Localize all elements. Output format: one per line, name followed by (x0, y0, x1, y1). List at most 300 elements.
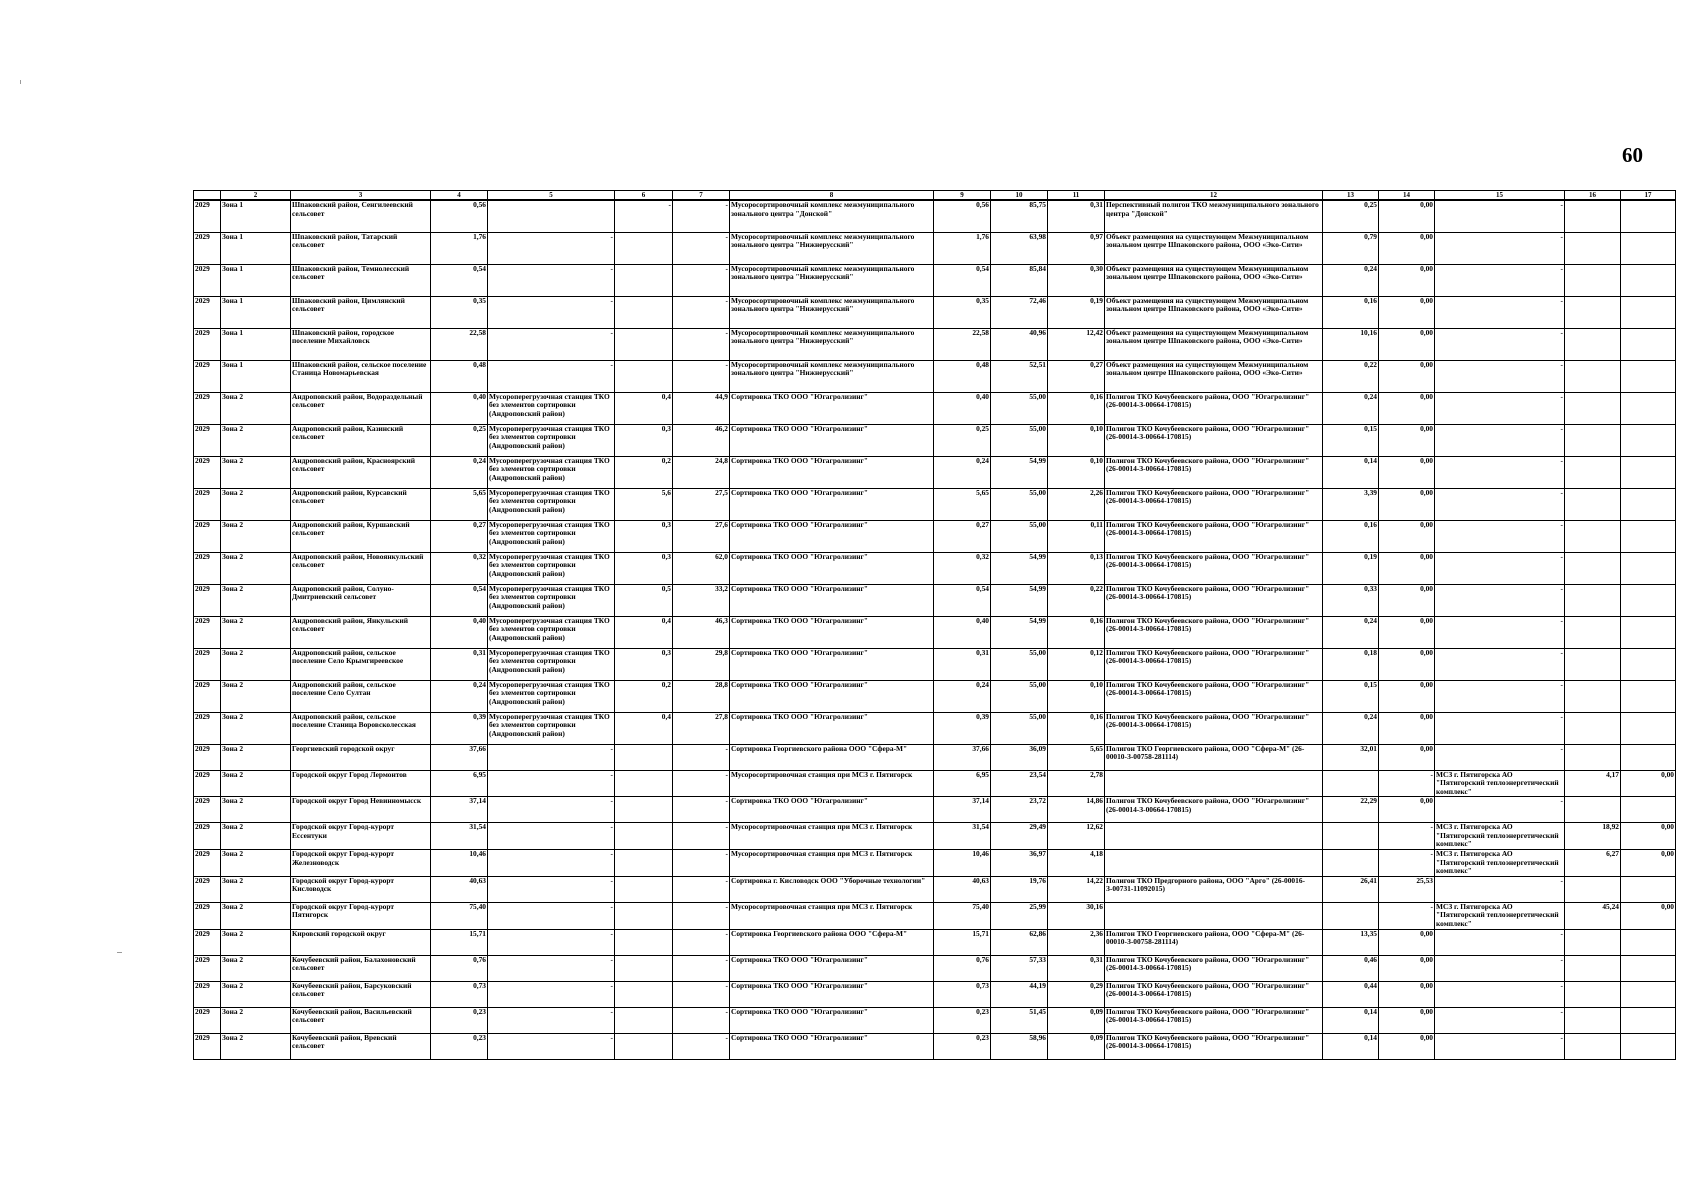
table-cell-col-12: Перспективный полигон ТКО межмуниципального зонального центра "Донской" (1105, 200, 1323, 232)
table-cell-col-16 (1565, 328, 1621, 360)
table-cell-col-2: Зона 2 (221, 797, 291, 823)
table-cell-col-4: 0,27 (431, 520, 488, 552)
table-cell-col-15: - (1435, 1007, 1565, 1033)
table-cell-col-13: 26,41 (1323, 876, 1379, 902)
table-row (194, 902, 1676, 929)
table-cell-col-8: Сортировка ТКО ООО "Югагролизинг" (730, 616, 934, 648)
table-cell-col-3: Городской округ Город-курорт Кисловодск (291, 876, 431, 902)
table-cell-col-14: 0,00 (1379, 424, 1435, 456)
table-cell-col-3: Городской округ Город-курорт Ессентуки (291, 823, 431, 850)
table-cell-col-10: 55,00 (991, 648, 1048, 680)
table-cell-col-6 (615, 929, 673, 955)
table-cell-col-7: - (673, 902, 730, 929)
table-cell-col-7: - (673, 955, 730, 981)
table-cell-col-10: 52,51 (991, 360, 1048, 392)
table-cell-col-11: 0,10 (1048, 424, 1105, 456)
table-row (194, 797, 1676, 823)
table-cell-col-1: 2029 (194, 360, 221, 392)
table-cell-col-4: 0,40 (431, 616, 488, 648)
table-row (194, 929, 1676, 955)
table-cell-col-4: 40,63 (431, 876, 488, 902)
table-cell-col-17: 0,00 (1621, 902, 1676, 929)
table-cell-col-1: 2029 (194, 823, 221, 850)
table-row (194, 520, 1676, 552)
table-cell-col-9: 1,76 (934, 232, 991, 264)
table-cell-col-12: Полигон ТКО Предгорного района, ООО "Арго" (26-00016-З-00731-11092015) (1105, 876, 1323, 902)
table-cell-col-10: 85,84 (991, 264, 1048, 296)
column-number-10: 10 (991, 191, 1048, 201)
table-cell-col-4: 0,48 (431, 360, 488, 392)
table-cell-col-1: 2029 (194, 1033, 221, 1059)
table-cell-col-14: 0,00 (1379, 296, 1435, 328)
table-cell-col-14: 0,00 (1379, 488, 1435, 520)
table-cell-col-5: - (488, 770, 615, 797)
table-row (194, 680, 1676, 712)
table-cell-col-5: - (488, 981, 615, 1007)
table-cell-col-6: 5,6 (615, 488, 673, 520)
table-cell-col-12: Полигон ТКО Кочубеевского района, ООО "Югагролизинг" (26-00014-З-00664-170815) (1105, 552, 1323, 584)
table-cell-col-8: Мусоросортировочный комплекс межмуниципального зонального центра "Нижнерусский" (730, 264, 934, 296)
table-cell-col-1: 2029 (194, 296, 221, 328)
table-cell-col-1: 2029 (194, 929, 221, 955)
scan-speck (117, 952, 122, 953)
page-number: 60 (1622, 143, 1643, 167)
table-cell-col-5: Мусороперегрузочная станция ТКО без элементов сортировки (Андроповский район) (488, 680, 615, 712)
table-cell-col-8: Сортировка Георгиевского района ООО "Сфера-М" (730, 744, 934, 770)
table-cell-col-6: 0,4 (615, 616, 673, 648)
table-cell-col-1: 2029 (194, 424, 221, 456)
table-cell-col-12: Полигон ТКО Кочубеевского района, ООО "Югагролизинг" (26-00014-З-00664-170815) (1105, 456, 1323, 488)
table-cell-col-7: - (673, 823, 730, 850)
table-cell-col-1: 2029 (194, 392, 221, 424)
table-cell-col-16 (1565, 520, 1621, 552)
table-cell-col-11: 30,16 (1048, 902, 1105, 929)
table-cell-col-8: Сортировка ТКО ООО "Югагролизинг" (730, 392, 934, 424)
table-cell-col-6 (615, 232, 673, 264)
table-cell-col-16 (1565, 648, 1621, 680)
table-cell-col-10: 44,19 (991, 981, 1048, 1007)
table-cell-col-5: - (488, 902, 615, 929)
table-cell-col-10: 29,49 (991, 823, 1048, 850)
table-cell-col-10: 51,45 (991, 1007, 1048, 1033)
table-row (194, 200, 1676, 232)
table-cell-col-13 (1323, 850, 1379, 877)
table-cell-col-17 (1621, 392, 1676, 424)
table-cell-col-8: Сортировка ТКО ООО "Югагролизинг" (730, 648, 934, 680)
table-cell-col-11: 12,42 (1048, 328, 1105, 360)
table-row (194, 744, 1676, 770)
table-cell-col-8: Мусоросортировочная станция при МСЗ г. Пятигорск (730, 823, 934, 850)
table-cell-col-5: Мусороперегрузочная станция ТКО без элементов сортировки (Андроповский район) (488, 392, 615, 424)
table-cell-col-6: 0,4 (615, 712, 673, 744)
table-cell-col-14: 0,00 (1379, 232, 1435, 264)
table-cell-col-6 (615, 955, 673, 981)
table-cell-col-14: 0,00 (1379, 744, 1435, 770)
table-cell-col-6: 0,3 (615, 520, 673, 552)
table-cell-col-8: Сортировка ТКО ООО "Югагролизинг" (730, 680, 934, 712)
table-cell-col-15: - (1435, 648, 1565, 680)
table-cell-col-5: Мусороперегрузочная станция ТКО без элементов сортировки (Андроповский район) (488, 648, 615, 680)
table-cell-col-15: - (1435, 328, 1565, 360)
table-cell-col-14: 0,00 (1379, 584, 1435, 616)
table-cell-col-17 (1621, 456, 1676, 488)
table-cell-col-16 (1565, 680, 1621, 712)
table-cell-col-14: 0,00 (1379, 520, 1435, 552)
table-cell-col-9: 37,14 (934, 797, 991, 823)
table-cell-col-13 (1323, 902, 1379, 929)
table-cell-col-8: Мусоросортировочный комплекс межмуниципального зонального центра "Нижнерусский" (730, 296, 934, 328)
table-cell-col-1: 2029 (194, 456, 221, 488)
table-cell-col-3: Кировский городской округ (291, 929, 431, 955)
table-cell-col-7: - (673, 876, 730, 902)
table-cell-col-14: 0,00 (1379, 360, 1435, 392)
table-cell-col-3: Шпаковский район, Татарский сельсовет (291, 232, 431, 264)
table-cell-col-4: 0,40 (431, 392, 488, 424)
table-cell-col-11: 0,12 (1048, 648, 1105, 680)
table-cell-col-2: Зона 2 (221, 648, 291, 680)
table-cell-col-10: 58,96 (991, 1033, 1048, 1059)
table-cell-col-14: 0,00 (1379, 981, 1435, 1007)
table-cell-col-1: 2029 (194, 584, 221, 616)
table-cell-col-10: 55,00 (991, 520, 1048, 552)
table-cell-col-15: - (1435, 616, 1565, 648)
table-cell-col-12: Объект размещения на существующем Межмуниципальном зональном центре Шпаковского района, ООО «Эко-Сити» (1105, 296, 1323, 328)
table-cell-col-13: 0,14 (1323, 1007, 1379, 1033)
table-cell-col-13: 0,33 (1323, 584, 1379, 616)
table-cell-col-4: 0,54 (431, 584, 488, 616)
table-cell-col-11: 0,97 (1048, 232, 1105, 264)
table-cell-col-5: - (488, 328, 615, 360)
table-cell-col-17 (1621, 200, 1676, 232)
table-cell-col-2: Зона 2 (221, 1033, 291, 1059)
table-cell-col-2: Зона 2 (221, 584, 291, 616)
table-row (194, 981, 1676, 1007)
table-cell-col-8: Сортировка ТКО ООО "Югагролизинг" (730, 797, 934, 823)
table-cell-col-1: 2029 (194, 520, 221, 552)
table-cell-col-12 (1105, 902, 1323, 929)
table-cell-col-13: 0,18 (1323, 648, 1379, 680)
column-number-4: 4 (431, 191, 488, 201)
table-cell-col-8: Мусоросортировочный комплекс межмуниципального зонального центра "Нижнерусский" (730, 360, 934, 392)
table-cell-col-3: Шпаковский район, городское поселение Михайловск (291, 328, 431, 360)
table-cell-col-12: Объект размещения на существующем Межмуниципальном зональном центре Шпаковского района, ООО «Эко-Сити» (1105, 264, 1323, 296)
table-cell-col-9: 0,54 (934, 584, 991, 616)
table-row (194, 876, 1676, 902)
table-cell-col-6: 0,2 (615, 680, 673, 712)
table-cell-col-6: 0,5 (615, 584, 673, 616)
table-cell-col-16 (1565, 264, 1621, 296)
table-cell-col-1: 2029 (194, 955, 221, 981)
table-cell-col-14: - (1379, 823, 1435, 850)
table-cell-col-1: 2029 (194, 680, 221, 712)
table-cell-col-17 (1621, 744, 1676, 770)
table-cell-col-14: 0,00 (1379, 456, 1435, 488)
table-row (194, 296, 1676, 328)
table-cell-col-14: - (1379, 850, 1435, 877)
table-cell-col-10: 57,33 (991, 955, 1048, 981)
table-cell-col-11: 14,22 (1048, 876, 1105, 902)
table-cell-col-11: 4,18 (1048, 850, 1105, 877)
column-number-16: 16 (1565, 191, 1621, 201)
waste-flow-table (193, 190, 1676, 1060)
table-cell-col-7: 27,5 (673, 488, 730, 520)
table-cell-col-9: 40,63 (934, 876, 991, 902)
table-cell-col-9: 0,23 (934, 1033, 991, 1059)
table-cell-col-16: 18,92 (1565, 823, 1621, 850)
table-cell-col-6 (615, 876, 673, 902)
table-cell-col-2: Зона 2 (221, 850, 291, 877)
table-cell-col-11: 0,22 (1048, 584, 1105, 616)
table-cell-col-8: Сортировка ТКО ООО "Югагролизинг" (730, 584, 934, 616)
table-cell-col-7: - (673, 797, 730, 823)
table-cell-col-1: 2029 (194, 616, 221, 648)
table-row (194, 1033, 1676, 1059)
table-cell-col-2: Зона 2 (221, 456, 291, 488)
table-cell-col-17 (1621, 360, 1676, 392)
table-row (194, 232, 1676, 264)
table-cell-col-3: Кочубеевский район, Васильевский сельсовет (291, 1007, 431, 1033)
table-cell-col-14: 0,00 (1379, 1033, 1435, 1059)
table-cell-col-3: Андроповский район, Куршавский сельсовет (291, 520, 431, 552)
table-cell-col-17 (1621, 680, 1676, 712)
table-cell-col-9: 31,54 (934, 823, 991, 850)
table-cell-col-11: 0,27 (1048, 360, 1105, 392)
table-cell-col-9: 0,23 (934, 1007, 991, 1033)
table-row (194, 648, 1676, 680)
table-cell-col-16 (1565, 360, 1621, 392)
table-cell-col-16 (1565, 552, 1621, 584)
table-cell-col-7: 62,0 (673, 552, 730, 584)
table-cell-col-4: 0,56 (431, 200, 488, 232)
table-cell-col-11: 0,09 (1048, 1007, 1105, 1033)
table-cell-col-15: МСЗ г. Пятигорска АО "Пятигорский теплоэнергетический комплекс" (1435, 770, 1565, 797)
table-cell-col-7: 28,8 (673, 680, 730, 712)
table-cell-col-4: 0,76 (431, 955, 488, 981)
table-cell-col-17: 0,00 (1621, 770, 1676, 797)
table-cell-col-10: 63,98 (991, 232, 1048, 264)
table-cell-col-14: 0,00 (1379, 648, 1435, 680)
table-cell-col-9: 22,58 (934, 328, 991, 360)
scan-speck (20, 80, 21, 84)
table-cell-col-16: 45,24 (1565, 902, 1621, 929)
table-cell-col-7: - (673, 328, 730, 360)
table-cell-col-10: 54,99 (991, 456, 1048, 488)
table-cell-col-6: - (615, 200, 673, 232)
table-cell-col-13: 0,24 (1323, 712, 1379, 744)
table-cell-col-15: - (1435, 200, 1565, 232)
table-cell-col-4: 0,23 (431, 1007, 488, 1033)
table-cell-col-8: Сортировка ТКО ООО "Югагролизинг" (730, 456, 934, 488)
table-cell-col-4: 0,73 (431, 981, 488, 1007)
table-cell-col-12: Полигон ТКО Кочубеевского района, ООО "Югагролизинг" (26-00014-З-00664-170815) (1105, 648, 1323, 680)
table-cell-col-10: 36,97 (991, 850, 1048, 877)
table-cell-col-6 (615, 360, 673, 392)
table-cell-col-3: Андроповский район, Красноярский сельсовет (291, 456, 431, 488)
table-cell-col-15: - (1435, 680, 1565, 712)
table-cell-col-1: 2029 (194, 328, 221, 360)
table-cell-col-12: Полигон ТКО Кочубеевского района, ООО "Югагролизинг" (26-00014-З-00664-170815) (1105, 392, 1323, 424)
table-cell-col-16 (1565, 584, 1621, 616)
table-cell-col-8: Сортировка ТКО ООО "Югагролизинг" (730, 981, 934, 1007)
table-cell-col-1: 2029 (194, 488, 221, 520)
table-cell-col-12: Полигон ТКО Кочубеевского района, ООО "Югагролизинг" (26-00014-З-00664-170815) (1105, 1033, 1323, 1059)
table-cell-col-9: 0,25 (934, 424, 991, 456)
table-row (194, 850, 1676, 877)
table-cell-col-17 (1621, 955, 1676, 981)
table-cell-col-3: Городской округ Город-курорт Пятигорск (291, 902, 431, 929)
table-cell-col-10: 54,99 (991, 552, 1048, 584)
table-cell-col-3: Андроповский район, Казинский сельсовет (291, 424, 431, 456)
table-cell-col-8: Мусоросортировочная станция при МСЗ г. Пятигорск (730, 902, 934, 929)
table-cell-col-12: Полигон ТКО Кочубеевского района, ООО "Югагролизинг" (26-00014-З-00664-170815) (1105, 1007, 1323, 1033)
table-cell-col-13: 0,15 (1323, 680, 1379, 712)
table-cell-col-7: 46,3 (673, 616, 730, 648)
table-cell-col-9: 0,27 (934, 520, 991, 552)
table-cell-col-3: Кочубеевский район, Барсуковский сельсовет (291, 981, 431, 1007)
table-row (194, 955, 1676, 981)
table-cell-col-16 (1565, 424, 1621, 456)
column-number-15: 15 (1435, 191, 1565, 201)
table-cell-col-11: 2,78 (1048, 770, 1105, 797)
table-cell-col-4: 0,54 (431, 264, 488, 296)
table-cell-col-1: 2029 (194, 232, 221, 264)
column-number-9: 9 (934, 191, 991, 201)
table-cell-col-13: 0,24 (1323, 616, 1379, 648)
table-cell-col-4: 0,31 (431, 648, 488, 680)
table-cell-col-14: - (1379, 770, 1435, 797)
table-cell-col-14: 0,00 (1379, 392, 1435, 424)
table-cell-col-9: 15,71 (934, 929, 991, 955)
table-cell-col-17 (1621, 424, 1676, 456)
table-cell-col-3: Андроповский район, сельское поселение Село Крымгиреевское (291, 648, 431, 680)
table-cell-col-3: Андроповский район, сельское поселение Станица Воровсколесская (291, 712, 431, 744)
table-cell-col-7: - (673, 360, 730, 392)
column-number-3: 3 (291, 191, 431, 201)
table-cell-col-15: - (1435, 296, 1565, 328)
table-cell-col-1: 2029 (194, 552, 221, 584)
table-cell-col-6 (615, 770, 673, 797)
table-cell-col-12: Полигон ТКО Кочубеевского района, ООО "Югагролизинг" (26-00014-З-00664-170815) (1105, 981, 1323, 1007)
table-cell-col-7: 46,2 (673, 424, 730, 456)
table-cell-col-16: 4,17 (1565, 770, 1621, 797)
table-cell-col-2: Зона 2 (221, 520, 291, 552)
table-row (194, 264, 1676, 296)
table-cell-col-17 (1621, 232, 1676, 264)
table-cell-col-5 (488, 200, 615, 232)
table-cell-col-16 (1565, 1007, 1621, 1033)
table-cell-col-10: 72,46 (991, 296, 1048, 328)
table-cell-col-11: 0,10 (1048, 680, 1105, 712)
table-cell-col-13: 0,22 (1323, 360, 1379, 392)
table-cell-col-5: - (488, 232, 615, 264)
table-cell-col-13: 3,39 (1323, 488, 1379, 520)
table-cell-col-8: Сортировка ТКО ООО "Югагролизинг" (730, 1033, 934, 1059)
table-cell-col-2: Зона 2 (221, 929, 291, 955)
table-cell-col-1: 2029 (194, 902, 221, 929)
table-cell-col-13: 0,16 (1323, 520, 1379, 552)
table-cell-col-6 (615, 902, 673, 929)
table-row (194, 616, 1676, 648)
table-cell-col-10: 36,09 (991, 744, 1048, 770)
table-cell-col-2: Зона 2 (221, 712, 291, 744)
table-cell-col-16 (1565, 955, 1621, 981)
table-cell-col-12: Полигон ТКО Георгиевского района, ООО "Сфера-М" (26-00010-З-00758-281114) (1105, 744, 1323, 770)
table-cell-col-3: Андроповский район, сельское поселение Село Султан (291, 680, 431, 712)
table-row (194, 712, 1676, 744)
table-cell-col-15: - (1435, 1033, 1565, 1059)
table-cell-col-12 (1105, 770, 1323, 797)
table-cell-col-4: 0,24 (431, 456, 488, 488)
table-cell-col-7: - (673, 296, 730, 328)
table-cell-col-12: Объект размещения на существующем Межмуниципальном зональном центре Шпаковского района, ООО «Эко-Сити» (1105, 328, 1323, 360)
table-cell-col-5: - (488, 876, 615, 902)
table-cell-col-15: - (1435, 232, 1565, 264)
table-cell-col-4: 0,23 (431, 1033, 488, 1059)
table-cell-col-9: 5,65 (934, 488, 991, 520)
table-cell-col-5: - (488, 929, 615, 955)
table-cell-col-13: 0,19 (1323, 552, 1379, 584)
table-cell-col-8: Сортировка ТКО ООО "Югагролизинг" (730, 1007, 934, 1033)
table-cell-col-6 (615, 264, 673, 296)
table-cell-col-7: 29,8 (673, 648, 730, 680)
table-cell-col-4: 0,39 (431, 712, 488, 744)
table-cell-col-5: Мусороперегрузочная станция ТКО без элементов сортировки (Андроповский район) (488, 616, 615, 648)
table-cell-col-5: Мусороперегрузочная станция ТКО без элементов сортировки (Андроповский район) (488, 584, 615, 616)
table-cell-col-12: Полигон ТКО Кочубеевского района, ООО "Югагролизинг" (26-00014-З-00664-170815) (1105, 955, 1323, 981)
table-cell-col-8: Сортировка ТКО ООО "Югагролизинг" (730, 520, 934, 552)
table-cell-col-8: Сортировка г. Кисловодск ООО "Уборочные технологии" (730, 876, 934, 902)
table-cell-col-4: 10,46 (431, 850, 488, 877)
table-cell-col-11: 2,36 (1048, 929, 1105, 955)
table-cell-col-2: Зона 2 (221, 823, 291, 850)
table-cell-col-1: 2029 (194, 744, 221, 770)
table-cell-col-1: 2029 (194, 981, 221, 1007)
table-cell-col-13: 0,15 (1323, 424, 1379, 456)
table-cell-col-5: Мусороперегрузочная станция ТКО без элементов сортировки (Андроповский район) (488, 552, 615, 584)
table-cell-col-7: - (673, 200, 730, 232)
table-cell-col-3: Андроповский район, Новоянкульский сельсовет (291, 552, 431, 584)
table-cell-col-4: 15,71 (431, 929, 488, 955)
table-cell-col-10: 40,96 (991, 328, 1048, 360)
table-cell-col-13: 0,16 (1323, 296, 1379, 328)
table-cell-col-6 (615, 850, 673, 877)
table-cell-col-2: Зона 2 (221, 981, 291, 1007)
table-cell-col-16 (1565, 488, 1621, 520)
table-cell-col-1: 2029 (194, 1007, 221, 1033)
table-cell-col-8: Сортировка ТКО ООО "Югагролизинг" (730, 712, 934, 744)
table-cell-col-9: 0,32 (934, 552, 991, 584)
table-cell-col-14: - (1379, 902, 1435, 929)
table-cell-col-2: Зона 2 (221, 552, 291, 584)
table-cell-col-15: - (1435, 744, 1565, 770)
table-cell-col-6 (615, 981, 673, 1007)
table-cell-col-15: - (1435, 552, 1565, 584)
table-cell-col-7: - (673, 850, 730, 877)
column-number-6: 6 (615, 191, 673, 201)
table-cell-col-6 (615, 744, 673, 770)
table-cell-col-2: Зона 2 (221, 680, 291, 712)
table-cell-col-4: 37,66 (431, 744, 488, 770)
table-cell-col-12: Полигон ТКО Кочубеевского района, ООО "Югагролизинг" (26-00014-З-00664-170815) (1105, 616, 1323, 648)
table-cell-col-7: 44,9 (673, 392, 730, 424)
table-cell-col-10: 19,76 (991, 876, 1048, 902)
table-cell-col-5: - (488, 797, 615, 823)
table-row (194, 360, 1676, 392)
table-cell-col-15: - (1435, 955, 1565, 981)
table-cell-col-12: Полигон ТКО Кочубеевского района, ООО "Югагролизинг" (26-00014-З-00664-170815) (1105, 680, 1323, 712)
table-cell-col-12: Полигон ТКО Кочубеевского района, ООО "Югагролизинг" (26-00014-З-00664-170815) (1105, 520, 1323, 552)
table-cell-col-2: Зона 2 (221, 770, 291, 797)
